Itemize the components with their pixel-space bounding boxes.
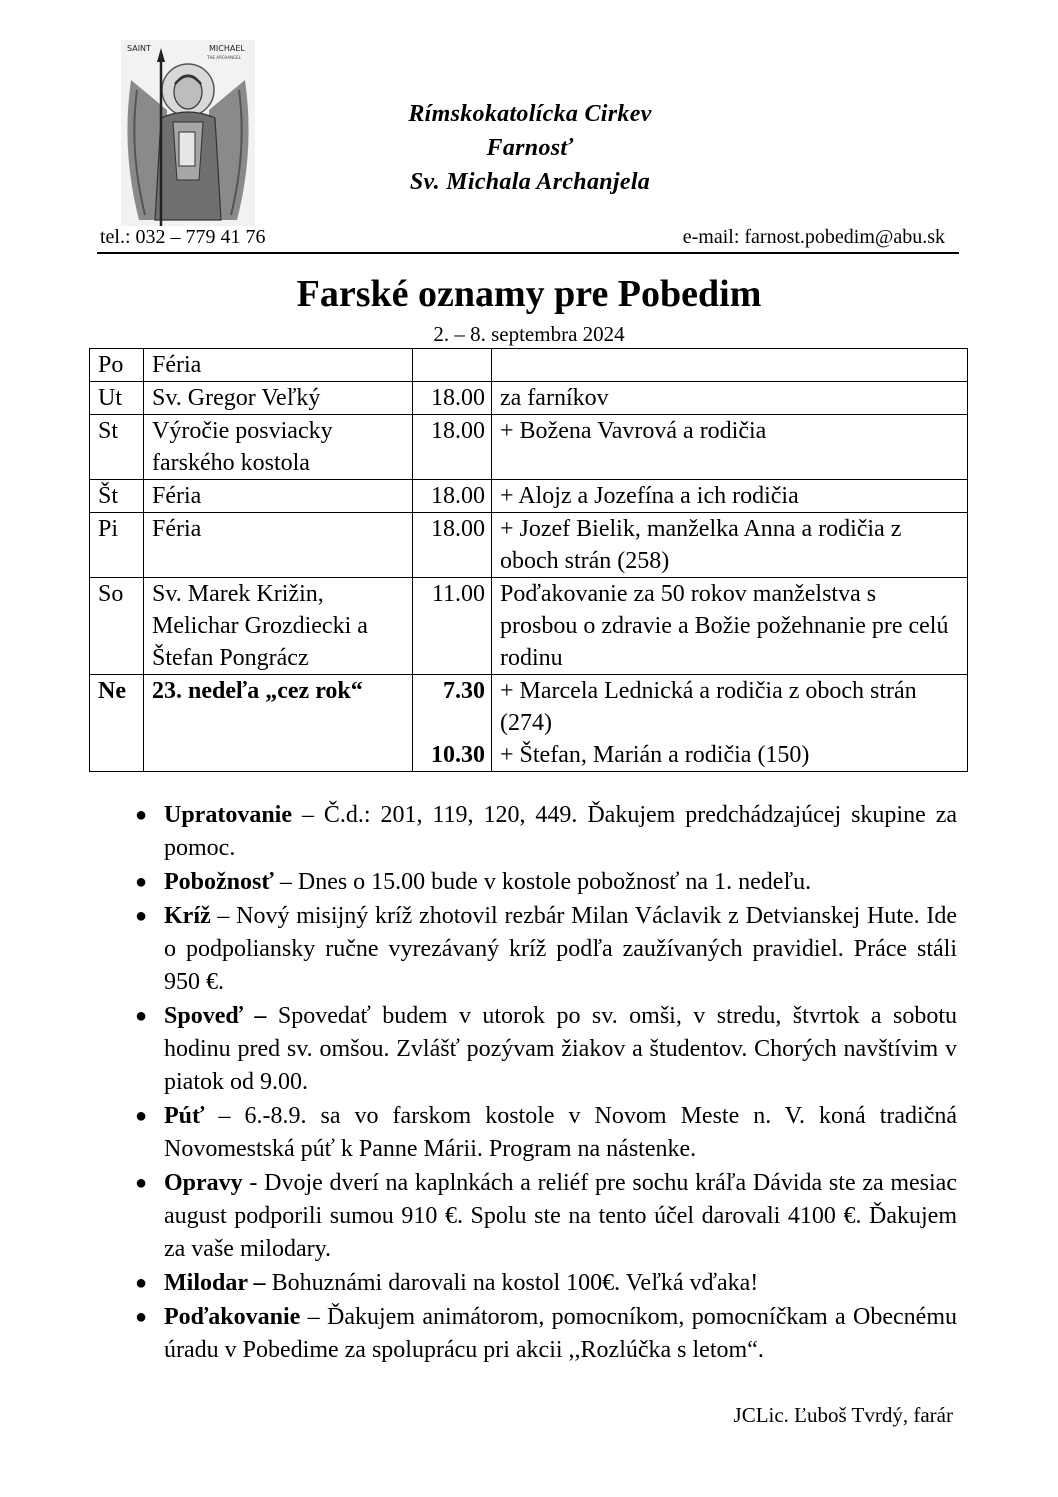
icon-inscription-right: MICHAEL [209, 44, 245, 53]
org-line-2: Farnosť [486, 135, 574, 161]
note-label: Púť [164, 1103, 205, 1129]
time-cell: 18.00 [413, 382, 492, 415]
note-text: 6.-8.9. sa vo farskom kostole v Novom Meste n. V. koná tradičná Novomestská púť k Panne Márii. Program na nástenke. [164, 1103, 958, 1162]
bullet-icon: ● [135, 1306, 148, 1328]
day-cell: Pi [90, 513, 144, 578]
signature: JCLic. Ľuboš Tvrdý, farár [733, 1403, 953, 1427]
feast-cell: Sv. Gregor Veľký [144, 382, 413, 415]
feast-cell: Féria [144, 349, 413, 382]
date-range: 2. – 8. septembra 2024 [433, 322, 625, 346]
note-separator: – [292, 802, 324, 828]
day-cell: Št [90, 480, 144, 513]
org-line-3: Sv. Michala Archanjela [409, 169, 651, 195]
note-separator: – [300, 1304, 328, 1330]
bullet-icon: ● [135, 1172, 148, 1194]
list-item [135, 900, 957, 999]
list-item [135, 1167, 957, 1266]
table-row [90, 578, 968, 675]
email-address: e-mail: farnost.pobedim@abu.sk [682, 226, 945, 248]
intention-first: + Marcela Lednická a rodičia z oboch strán (274) [500, 678, 917, 736]
org-line-1: Rímskokatolícka Cirkev [408, 101, 652, 127]
time-cell: 11.00 [413, 578, 492, 675]
note-label: Pobožnosť [164, 869, 274, 895]
note-text: Spovedať budem v utorok po sv. omši, v stredu, štvrtok a sobotu hodinu pred sv. omšou. Zvlášť pozývam žiakov a študentov. Chorých navštívim v piatok od 9.00. [164, 1003, 958, 1095]
announcements-list [135, 799, 957, 1368]
note-text: Č.d.: 201, 119, 120, 449. Ďakujem predchádzajúcej skupine za pomoc. [164, 802, 957, 861]
table-row [90, 513, 968, 578]
bullet-icon: ● [135, 1005, 148, 1027]
intention-cell: Poďakovanie za 50 rokov manželstva s prosbou o zdravie a Božie požehnanie pre celú rodinu [492, 578, 968, 675]
bullet-icon: ● [135, 804, 148, 826]
table-row [90, 349, 968, 382]
day-cell: Po [90, 349, 144, 382]
note-label: Milodar – [164, 1270, 266, 1296]
parish-header [300, 97, 760, 199]
list-item [135, 799, 957, 865]
day-cell: Ne [90, 675, 144, 772]
table-row [90, 382, 968, 415]
time-cell: 18.00 [413, 513, 492, 578]
note-label: Upratovanie [164, 802, 292, 828]
note-separator: – [204, 1103, 245, 1129]
list-item [135, 1267, 957, 1300]
day-cell: Ut [90, 382, 144, 415]
intention-cell: + Božena Vavrová a rodičia [492, 415, 968, 480]
note-label: Spoveď – [164, 1003, 267, 1029]
list-item [135, 1000, 957, 1099]
saint-michael-icon [121, 40, 255, 226]
note-label: Opravy [164, 1170, 243, 1196]
list-item [135, 1100, 957, 1166]
bullet-icon: ● [135, 1272, 148, 1294]
intention-cell [492, 349, 968, 382]
time-cell: 18.00 [413, 415, 492, 480]
feast-cell: Féria [144, 513, 413, 578]
note-separator: – [273, 869, 298, 895]
day-cell: St [90, 415, 144, 480]
table-row [90, 675, 968, 772]
time-cell: 18.00 [413, 480, 492, 513]
contact-line [97, 226, 959, 254]
list-item [135, 1301, 957, 1367]
time-first: 7.30 [443, 678, 485, 704]
bullet-icon: ● [135, 1105, 148, 1127]
bullet-icon: ● [135, 905, 148, 927]
phone-number: tel.: 032 – 779 41 76 [100, 226, 266, 248]
note-text: Bohuznámi darovali na kostol 100€. Veľká vďaka! [271, 1270, 759, 1296]
intention-cell: za farníkov [492, 382, 968, 415]
intention-cell: + Alojz a Jozefína a ich rodičia [492, 480, 968, 513]
note-label: Kríž [164, 903, 211, 929]
intention-cell [492, 675, 968, 772]
table-row [90, 480, 968, 513]
note-text: Ďakujem animátorom, pomocníkom, pomocníčkam a Obecnému úradu v Pobedime za spoluprácu pri akcii ,,Rozlúčka s letom“. [164, 1304, 958, 1363]
icon-inscription-small: THE ARCHANGEL [207, 55, 241, 60]
note-separator: – [210, 903, 237, 929]
time-cell [413, 349, 492, 382]
note-separator: - [242, 1170, 265, 1196]
table-row [90, 415, 968, 480]
feast-cell: Féria [144, 480, 413, 513]
feast-cell: Sv. Marek Križin, Melichar Grozdiecki a Štefan Pongrácz [144, 578, 413, 675]
intention-second: + Štefan, Marián a rodičia (150) [500, 742, 810, 768]
bullet-icon: ● [135, 871, 148, 893]
page-title: Farské oznamy pre Pobedim [296, 273, 762, 315]
note-separator [266, 1003, 277, 1029]
mass-schedule-table [89, 348, 968, 772]
intention-cell: + Jozef Bielik, manželka Anna a rodičia z oboch strán (258) [492, 513, 968, 578]
note-text: Dvoje dverí na kaplnkách a reliéf pre sochu kráľa Dávida ste za mesiac august podporili sumou 910 €. Spolu ste na tento účel darovali 4100 €. Ďakujem za vaše milodary. [164, 1170, 957, 1262]
feast-cell: 23. nedeľa „cez rok“ [144, 675, 413, 772]
list-item [135, 866, 957, 899]
time-second: 10.30 [431, 742, 485, 768]
note-label: Poďakovanie [164, 1304, 301, 1330]
feast-cell: Výročie posviacky farského kostola [144, 415, 413, 480]
note-text: Nový misijný kríž zhotovil rezbár Milan Václavik z Detvianskej Hute. Ide o podpoliansky ručne vyrezávaný kríž podľa zaužívaných pravidiel. Práce stáli 950 €. [164, 903, 957, 995]
day-cell: So [90, 578, 144, 675]
icon-inscription-left: SAINT [127, 44, 151, 53]
time-cell [413, 675, 492, 772]
note-text: Dnes o 15.00 bude v kostole pobožnosť na 1. nedeľu. [297, 869, 812, 895]
